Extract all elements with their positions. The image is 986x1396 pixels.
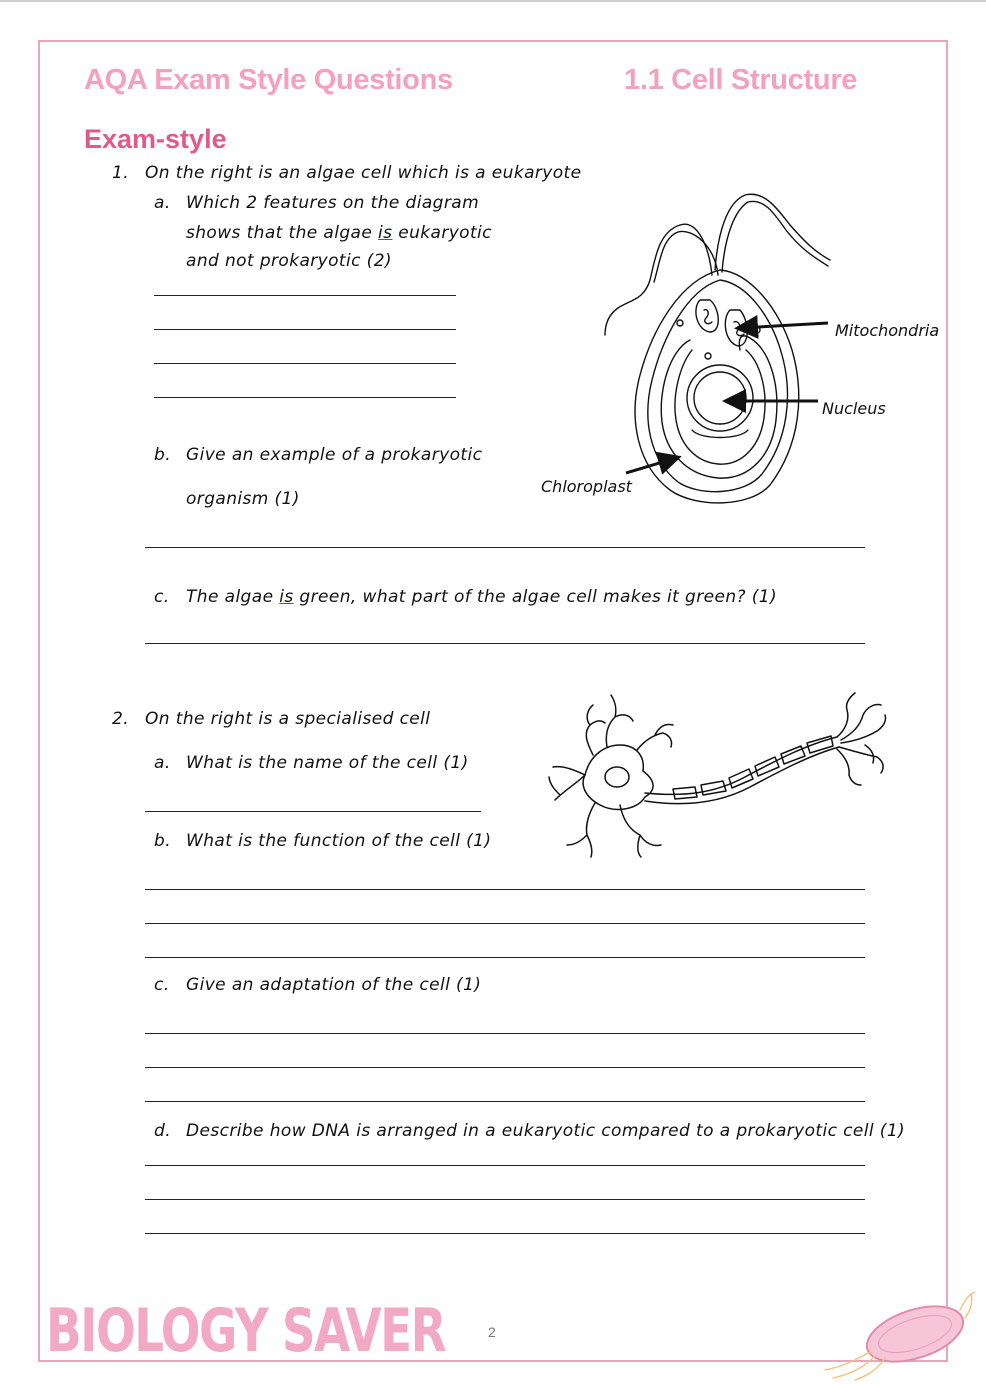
q1-stem: On the right is an algae cell which is a eukaryote	[145, 163, 582, 183]
q2c-letter: c.	[154, 975, 170, 995]
page-number: 2	[488, 1324, 496, 1340]
q2d-answer-line[interactable]	[145, 1233, 865, 1234]
q1c-text	[186, 587, 777, 607]
label-mitochondria: Mitochondria	[835, 321, 940, 340]
bacterium-illustration	[815, 1290, 975, 1382]
header-title-left: AQA Exam Style Questions	[84, 64, 453, 96]
q1b-letter: b.	[154, 445, 171, 465]
chloroplast-arrow	[626, 458, 676, 473]
q2a-letter: a.	[154, 753, 171, 773]
q1a-answer-line[interactable]	[154, 329, 456, 330]
q2d-text: Describe how DNA is arranged in a eukaryotic compared to a prokaryotic cell (1)	[186, 1121, 906, 1141]
q2d-letter: d.	[154, 1121, 171, 1141]
q2a-answer-line[interactable]	[145, 811, 481, 812]
biology-saver-logo: BIOLOGY SAVER	[46, 1296, 446, 1366]
axon-terminals	[837, 693, 886, 785]
label-chloroplast: Chloroplast	[541, 477, 632, 496]
q2c-answer-line[interactable]	[145, 1067, 865, 1068]
top-rule	[0, 0, 986, 2]
q1b-line1: Give an example of a prokaryotic	[186, 445, 483, 465]
q2c-answer-line[interactable]	[145, 1101, 865, 1102]
q1c-is: is	[279, 587, 294, 607]
mitochondria-arrow	[740, 323, 828, 328]
header-title-right: 1.1 Cell Structure	[624, 64, 858, 96]
q1a-line2-post: eukaryotic	[392, 223, 492, 243]
neuron-diagram	[545, 685, 890, 860]
q2b-text: What is the function of the cell (1)	[186, 831, 492, 851]
q2c-answer-line[interactable]	[145, 1033, 865, 1034]
q1c-answer-line[interactable]	[145, 643, 865, 644]
q2a-text: What is the name of the cell (1)	[186, 753, 469, 773]
flagellum-right-inner	[722, 201, 828, 272]
q2-stem: On the right is a specialised cell	[145, 709, 431, 729]
q2b-answer-line[interactable]	[145, 923, 865, 924]
q1c-post: green, what part of the algae cell makes it green? (1)	[293, 587, 778, 607]
section-title: Exam-style	[84, 124, 227, 154]
q1a-letter: a.	[154, 193, 171, 213]
neuron-nucleus	[605, 767, 629, 787]
bacterium-body	[860, 1296, 970, 1373]
q1-number: 1.	[112, 163, 130, 183]
q2d-answer-line[interactable]	[145, 1199, 865, 1200]
q2b-answer-line[interactable]	[145, 889, 865, 890]
q2-number: 2.	[112, 709, 130, 729]
q1a-line1: Which 2 features on the diagram	[186, 193, 480, 213]
q1a-line3: and not prokaryotic (2)	[186, 251, 392, 271]
q1c-letter: c.	[154, 587, 170, 607]
dendrites	[549, 695, 673, 857]
flagellum-right	[715, 194, 830, 270]
q2b-letter: b.	[154, 831, 171, 851]
q1b-line2: organism (1)	[186, 489, 300, 509]
q1a-line2-is: is	[378, 223, 393, 243]
q2b-answer-line[interactable]	[145, 957, 865, 958]
q1a-line2	[186, 223, 492, 243]
q1a-line2-pre: shows that the algae	[186, 223, 379, 243]
q1a-answer-line[interactable]	[154, 295, 456, 296]
q1a-answer-line[interactable]	[154, 363, 456, 364]
q2c-text: Give an adaptation of the cell (1)	[186, 975, 482, 995]
q1a-answer-line[interactable]	[154, 397, 456, 398]
q1b-answer-line[interactable]	[145, 547, 865, 548]
algae-label-arrows	[600, 300, 840, 490]
label-nucleus: Nucleus	[822, 399, 886, 418]
q1c-pre: The algae	[186, 587, 280, 607]
q2d-answer-line[interactable]	[145, 1165, 865, 1166]
